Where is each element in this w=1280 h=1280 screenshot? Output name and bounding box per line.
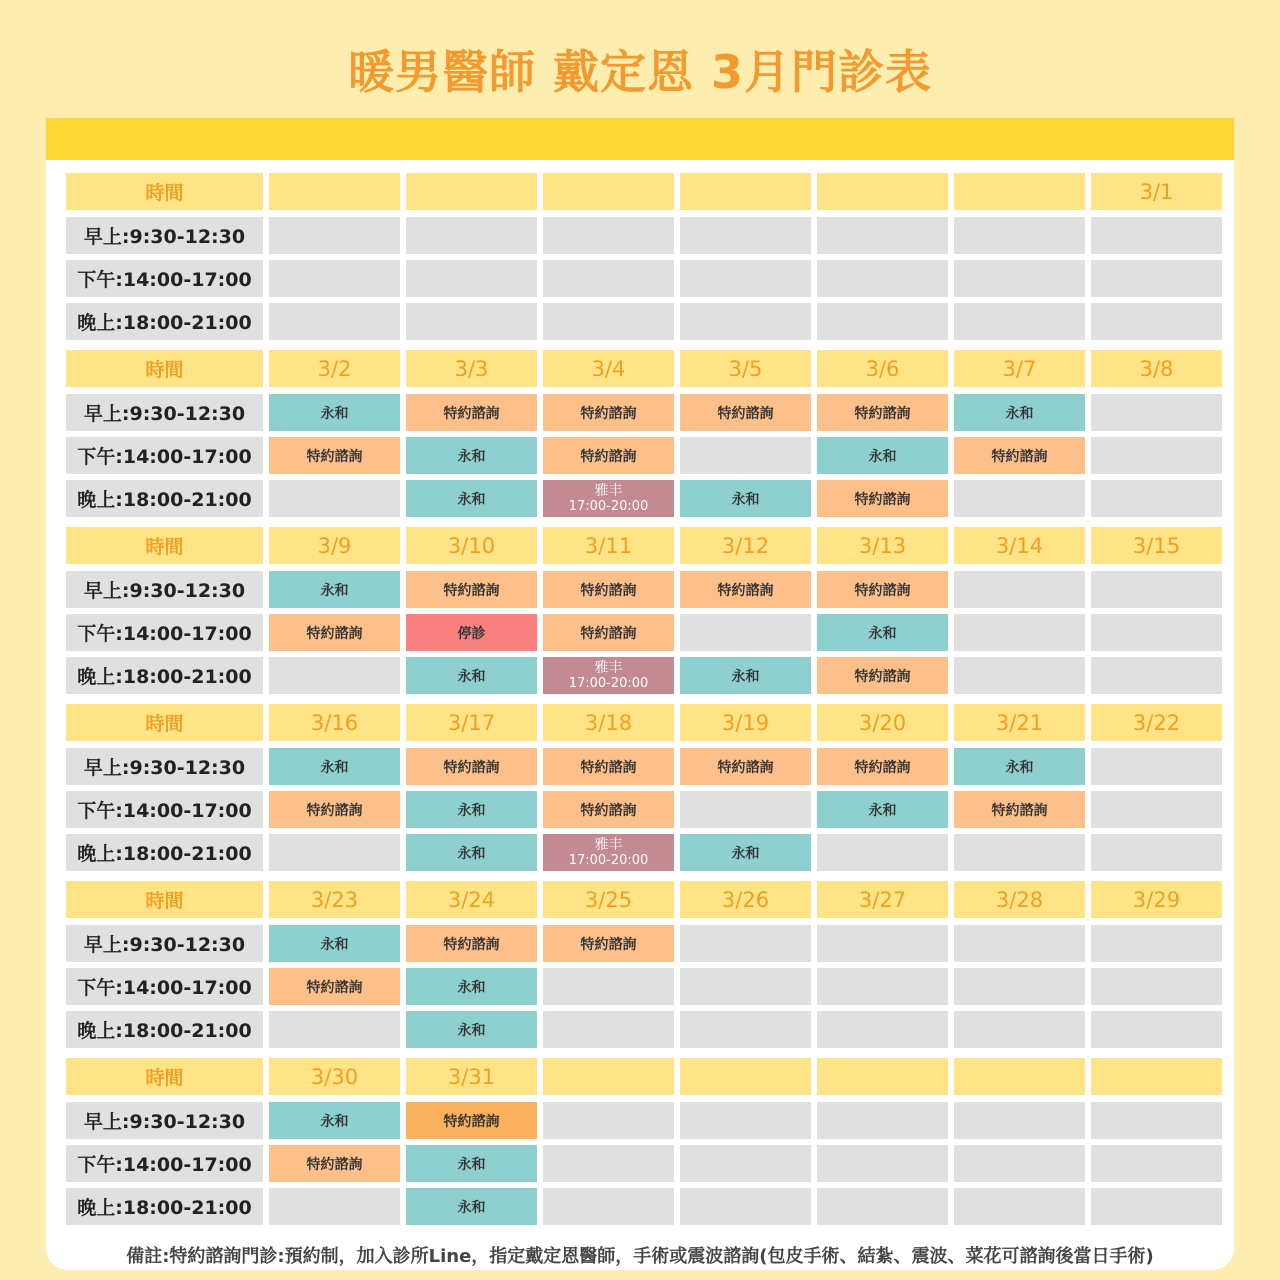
slot-row — [66, 1011, 1221, 1048]
empty-cell — [1091, 791, 1222, 828]
date-header: 3/8 — [1091, 350, 1222, 387]
empty-cell — [954, 1145, 1085, 1182]
slot-row — [66, 480, 1221, 517]
slot-row — [66, 657, 1221, 694]
empty-cell — [1091, 394, 1222, 431]
schedule-cell-tc: 特約諮詢 — [543, 394, 674, 431]
schedule-cell-yh: 永和 — [817, 614, 948, 651]
schedule-cell-tc: 特約諮詢 — [406, 571, 537, 608]
schedule-cell-yh: 永和 — [680, 657, 811, 694]
date-header: 3/7 — [954, 350, 1085, 387]
date-header: 3/22 — [1091, 704, 1222, 741]
schedule-cell-tc: 特約諮詢 — [269, 791, 400, 828]
schedule-cell-yh: 永和 — [406, 834, 537, 871]
time-header: 時間 — [66, 704, 263, 741]
time-slot-label: 晚上:18:00-21:00 — [66, 1011, 263, 1048]
week-block — [66, 173, 1221, 340]
empty-cell — [817, 260, 948, 297]
schedule-cell-tc: 特約諮詢 — [817, 657, 948, 694]
date-header — [269, 173, 400, 210]
empty-cell — [269, 657, 400, 694]
time-slot-label: 早上:9:30-12:30 — [66, 748, 263, 785]
time-slot-label: 早上:9:30-12:30 — [66, 571, 263, 608]
schedule-cell-yh: 永和 — [680, 834, 811, 871]
empty-cell — [817, 303, 948, 340]
schedule-cell-tc: 特約諮詢 — [406, 925, 537, 962]
empty-cell — [1091, 834, 1222, 871]
empty-cell — [1091, 437, 1222, 474]
schedule-cell-yh: 永和 — [269, 925, 400, 962]
date-header: 3/6 — [817, 350, 948, 387]
empty-cell — [1091, 925, 1222, 962]
time-header: 時間 — [66, 350, 263, 387]
slot-row — [66, 1102, 1221, 1139]
slot-row — [66, 614, 1221, 651]
schedule-cell-stop: 停診 — [406, 614, 537, 651]
empty-cell — [1091, 968, 1222, 1005]
date-header — [1091, 1058, 1222, 1095]
schedule-cell-tc: 特約諮詢 — [817, 480, 948, 517]
date-header: 3/25 — [543, 881, 674, 918]
date-header: 3/26 — [680, 881, 811, 918]
schedule-cell-yh: 永和 — [817, 437, 948, 474]
empty-cell — [954, 657, 1085, 694]
date-header: 3/21 — [954, 704, 1085, 741]
empty-cell — [680, 1011, 811, 1048]
date-header: 3/2 — [269, 350, 400, 387]
empty-cell — [954, 480, 1085, 517]
week-block — [66, 527, 1221, 694]
empty-cell — [1091, 614, 1222, 651]
date-header: 3/10 — [406, 527, 537, 564]
schedule-cell-tc: 特約諮詢 — [817, 748, 948, 785]
empty-cell — [817, 834, 948, 871]
empty-cell — [543, 1188, 674, 1225]
empty-cell — [269, 260, 400, 297]
week-header-row — [66, 527, 1221, 564]
time-header: 時間 — [66, 527, 263, 564]
time-slot-label: 早上:9:30-12:30 — [66, 217, 263, 254]
date-header: 3/19 — [680, 704, 811, 741]
empty-cell — [954, 925, 1085, 962]
week-header-row — [66, 173, 1221, 210]
empty-cell — [269, 1188, 400, 1225]
schedule-cell-ya — [543, 657, 674, 694]
empty-cell — [817, 925, 948, 962]
empty-cell — [543, 968, 674, 1005]
schedule-cell-yh: 永和 — [406, 1188, 537, 1225]
week-header-row — [66, 704, 1221, 741]
schedule-cell-tc: 特約諮詢 — [543, 925, 674, 962]
empty-cell — [1091, 303, 1222, 340]
schedule-cell-tc: 特約諮詢 — [543, 437, 674, 474]
date-header: 3/28 — [954, 881, 1085, 918]
slot-row — [66, 571, 1221, 608]
empty-cell — [954, 1011, 1085, 1048]
schedule-cell-yh: 永和 — [817, 791, 948, 828]
empty-cell — [954, 1188, 1085, 1225]
schedule-cell-tc: 特約諮詢 — [680, 571, 811, 608]
date-header: 3/1 — [1091, 173, 1222, 210]
schedule-cell-yh: 永和 — [406, 657, 537, 694]
page-title: 暖男醫師 戴定恩 3月門診表 — [347, 45, 933, 99]
date-header: 3/9 — [269, 527, 400, 564]
schedule-panel — [46, 118, 1234, 1270]
clinic-label: 雅丰 — [594, 836, 623, 853]
empty-cell — [1091, 217, 1222, 254]
empty-cell — [1091, 748, 1222, 785]
empty-cell — [680, 1188, 811, 1225]
schedule-cell-tc: 特約諮詢 — [269, 614, 400, 651]
schedule-cell-yh: 永和 — [406, 1011, 537, 1048]
time-slot-label: 早上:9:30-12:30 — [66, 394, 263, 431]
empty-cell — [680, 925, 811, 962]
schedule-cell-tc: 特約諮詢 — [406, 748, 537, 785]
empty-cell — [817, 217, 948, 254]
clinic-label: 雅丰 — [594, 659, 623, 676]
date-header — [543, 173, 674, 210]
empty-cell — [954, 968, 1085, 1005]
date-header: 3/29 — [1091, 881, 1222, 918]
slot-row — [66, 791, 1221, 828]
empty-cell — [543, 260, 674, 297]
schedule-cell-tc: 特約諮詢 — [269, 437, 400, 474]
date-header — [817, 173, 948, 210]
schedule-cell-yh: 永和 — [269, 1102, 400, 1139]
empty-cell — [680, 437, 811, 474]
time-header: 時間 — [66, 173, 263, 210]
schedule-cell-tc: 特約諮詢 — [954, 437, 1085, 474]
schedule-cell-tc: 特約諮詢 — [680, 394, 811, 431]
schedule-cell-yh: 永和 — [406, 791, 537, 828]
empty-cell — [269, 480, 400, 517]
schedule-cell-ya — [543, 834, 674, 871]
time-slot-label: 早上:9:30-12:30 — [66, 1102, 263, 1139]
empty-cell — [954, 303, 1085, 340]
date-header: 3/17 — [406, 704, 537, 741]
date-header: 3/11 — [543, 527, 674, 564]
empty-cell — [406, 303, 537, 340]
date-header — [680, 1058, 811, 1095]
empty-cell — [680, 1145, 811, 1182]
schedule-cell-tc: 特約諮詢 — [954, 791, 1085, 828]
schedule-cell-yh: 永和 — [406, 1145, 537, 1182]
time-slot-label: 早上:9:30-12:30 — [66, 925, 263, 962]
empty-cell — [406, 260, 537, 297]
week-block — [66, 704, 1221, 871]
empty-cell — [680, 260, 811, 297]
date-header: 3/13 — [817, 527, 948, 564]
empty-cell — [269, 303, 400, 340]
empty-cell — [543, 1011, 674, 1048]
empty-cell — [680, 217, 811, 254]
empty-cell — [817, 1145, 948, 1182]
empty-cell — [1091, 1145, 1222, 1182]
clinic-hours: 17:00-20:00 — [568, 675, 649, 691]
schedule-cell-tc2: 特約諮詢 — [406, 1102, 537, 1139]
slot-row — [66, 968, 1221, 1005]
time-header: 時間 — [66, 881, 263, 918]
slot-row — [66, 394, 1221, 431]
empty-cell — [680, 968, 811, 1005]
week-header-row — [66, 1058, 1221, 1095]
empty-cell — [817, 1011, 948, 1048]
empty-cell — [1091, 571, 1222, 608]
time-slot-label: 晚上:18:00-21:00 — [66, 1188, 263, 1225]
empty-cell — [543, 1145, 674, 1182]
schedule-cell-tc: 特約諮詢 — [543, 791, 674, 828]
date-header: 3/27 — [817, 881, 948, 918]
empty-cell — [680, 1102, 811, 1139]
slot-row — [66, 260, 1221, 297]
empty-cell — [269, 1011, 400, 1048]
slot-row — [66, 303, 1221, 340]
empty-cell — [1091, 260, 1222, 297]
time-slot-label: 晚上:18:00-21:00 — [66, 657, 263, 694]
date-header: 3/20 — [817, 704, 948, 741]
schedule-cell-yh: 永和 — [406, 968, 537, 1005]
time-slot-label: 晚上:18:00-21:00 — [66, 834, 263, 871]
week-block — [66, 1058, 1221, 1225]
week-block — [66, 881, 1221, 1048]
week-header-row — [66, 881, 1221, 918]
schedule-cell-yh: 永和 — [680, 480, 811, 517]
slot-row — [66, 1145, 1221, 1182]
panel-header-bar — [46, 118, 1234, 160]
time-slot-label: 下午:14:00-17:00 — [66, 614, 263, 651]
date-header — [406, 173, 537, 210]
date-header — [954, 1058, 1085, 1095]
empty-cell — [954, 571, 1085, 608]
empty-cell — [543, 217, 674, 254]
date-header: 3/5 — [680, 350, 811, 387]
empty-cell — [954, 614, 1085, 651]
empty-cell — [1091, 1011, 1222, 1048]
date-header: 3/14 — [954, 527, 1085, 564]
date-header: 3/12 — [680, 527, 811, 564]
empty-cell — [1091, 657, 1222, 694]
slot-row — [66, 925, 1221, 962]
time-slot-label: 下午:14:00-17:00 — [66, 791, 263, 828]
empty-cell — [543, 303, 674, 340]
date-header: 3/24 — [406, 881, 537, 918]
schedule-cell-yh: 永和 — [269, 571, 400, 608]
time-slot-label: 晚上:18:00-21:00 — [66, 480, 263, 517]
schedule-cell-yh: 永和 — [269, 394, 400, 431]
schedule-cell-ya — [543, 480, 674, 517]
date-header — [954, 173, 1085, 210]
time-slot-label: 下午:14:00-17:00 — [66, 968, 263, 1005]
footnote: 備註:特約諮詢門診:預約制，加入診所Line，指定戴定恩醫師，手術或震波諮詢(包皮手術、結紮、震波、菜花可諮詢後當日手術) — [126, 1246, 1154, 1267]
clinic-hours: 17:00-20:00 — [568, 498, 649, 514]
empty-cell — [954, 217, 1085, 254]
slot-row — [66, 437, 1221, 474]
empty-cell — [954, 1102, 1085, 1139]
empty-cell — [543, 1102, 674, 1139]
week-block — [66, 350, 1221, 517]
empty-cell — [1091, 1188, 1222, 1225]
empty-cell — [954, 834, 1085, 871]
date-header: 3/30 — [269, 1058, 400, 1095]
date-header: 3/23 — [269, 881, 400, 918]
time-slot-label: 下午:14:00-17:00 — [66, 437, 263, 474]
empty-cell — [1091, 1102, 1222, 1139]
schedule-cell-yh: 永和 — [269, 748, 400, 785]
empty-cell — [680, 614, 811, 651]
schedule-cell-tc: 特約諮詢 — [269, 1145, 400, 1182]
schedule-cell-yh: 永和 — [954, 748, 1085, 785]
empty-cell — [817, 1102, 948, 1139]
slot-row — [66, 217, 1221, 254]
time-header: 時間 — [66, 1058, 263, 1095]
date-header — [680, 173, 811, 210]
date-header — [817, 1058, 948, 1095]
empty-cell — [1091, 480, 1222, 517]
date-header: 3/15 — [1091, 527, 1222, 564]
date-header: 3/16 — [269, 704, 400, 741]
empty-cell — [954, 260, 1085, 297]
schedule-cell-tc: 特約諮詢 — [817, 571, 948, 608]
schedule-cell-yh: 永和 — [406, 437, 537, 474]
schedule-cell-tc: 特約諮詢 — [406, 394, 537, 431]
week-header-row — [66, 350, 1221, 387]
empty-cell — [817, 1188, 948, 1225]
empty-cell — [269, 834, 400, 871]
empty-cell — [406, 217, 537, 254]
time-slot-label: 晚上:18:00-21:00 — [66, 303, 263, 340]
date-header: 3/3 — [406, 350, 537, 387]
schedule-cell-yh: 永和 — [954, 394, 1085, 431]
date-header: 3/18 — [543, 704, 674, 741]
schedule-cell-tc: 特約諮詢 — [680, 748, 811, 785]
empty-cell — [680, 303, 811, 340]
date-header: 3/4 — [543, 350, 674, 387]
time-slot-label: 下午:14:00-17:00 — [66, 1145, 263, 1182]
schedule-cell-tc: 特約諮詢 — [817, 394, 948, 431]
clinic-hours: 17:00-20:00 — [568, 852, 649, 868]
empty-cell — [817, 968, 948, 1005]
date-header — [543, 1058, 674, 1095]
time-slot-label: 下午:14:00-17:00 — [66, 260, 263, 297]
empty-cell — [680, 791, 811, 828]
slot-row — [66, 1188, 1221, 1225]
schedule-cell-tc: 特約諮詢 — [543, 614, 674, 651]
slot-row — [66, 748, 1221, 785]
empty-cell — [269, 217, 400, 254]
clinic-label: 雅丰 — [594, 482, 623, 499]
schedule-cell-tc: 特約諮詢 — [543, 748, 674, 785]
date-header: 3/31 — [406, 1058, 537, 1095]
schedule-cell-yh: 永和 — [406, 480, 537, 517]
schedule-grid — [66, 173, 1221, 1235]
slot-row — [66, 834, 1221, 871]
schedule-cell-tc: 特約諮詢 — [543, 571, 674, 608]
schedule-cell-tc: 特約諮詢 — [269, 968, 400, 1005]
